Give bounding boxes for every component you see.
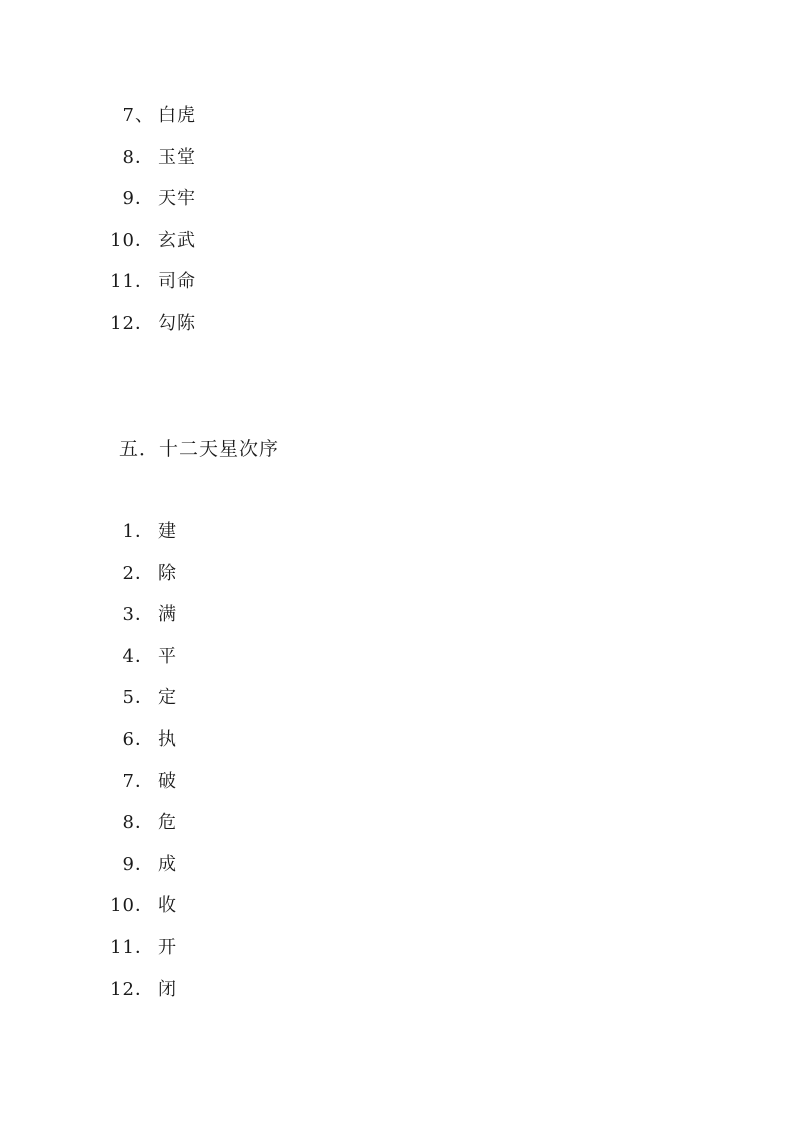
section-heading: 五．十二天星次序 xyxy=(119,438,280,460)
item-number: 10． xyxy=(110,895,154,917)
item-text: 建 xyxy=(158,521,177,542)
item-text: 开 xyxy=(158,936,177,958)
item-text: 平 xyxy=(158,645,177,667)
item-text: 成 xyxy=(158,853,177,875)
list-item xyxy=(0,645,793,687)
list-bottom xyxy=(0,520,793,1019)
item-number: 8． xyxy=(122,146,154,168)
item-text: 司命 xyxy=(158,271,196,293)
item-number: 9． xyxy=(122,853,154,875)
item-text: 定 xyxy=(158,687,177,709)
item-number: 5． xyxy=(122,687,154,709)
list-item xyxy=(0,894,793,936)
item-number: 1． xyxy=(122,521,154,542)
item-text: 玉堂 xyxy=(158,146,196,168)
list-item xyxy=(0,104,793,146)
item-number: 11． xyxy=(110,936,154,958)
item-number: 3． xyxy=(122,604,154,626)
list-item xyxy=(0,520,793,562)
item-number: 12． xyxy=(110,312,154,334)
item-number: 9． xyxy=(122,188,154,210)
item-number: 4． xyxy=(122,645,154,667)
list-item xyxy=(0,562,793,604)
item-text: 白虎 xyxy=(158,105,196,126)
item-number: 8． xyxy=(122,812,154,834)
item-text: 闭 xyxy=(158,978,177,1000)
item-text: 满 xyxy=(158,604,177,626)
item-number: 10． xyxy=(110,229,154,251)
list-item xyxy=(0,603,793,645)
item-text: 勾陈 xyxy=(158,312,196,334)
list-item xyxy=(0,686,793,728)
item-number: 2． xyxy=(122,562,154,584)
item-number: 12． xyxy=(110,978,154,1000)
list-item xyxy=(0,146,793,188)
item-text: 收 xyxy=(158,895,177,917)
item-text: 危 xyxy=(158,812,177,834)
item-text: 天牢 xyxy=(158,188,196,210)
list-item xyxy=(0,187,793,229)
list-item xyxy=(0,936,793,978)
list-item xyxy=(0,811,793,853)
list-item xyxy=(0,270,793,312)
item-text: 除 xyxy=(158,562,177,584)
item-number: 7、 xyxy=(122,105,154,126)
item-number: 11． xyxy=(110,271,154,293)
list-item xyxy=(0,229,793,271)
item-text: 执 xyxy=(158,728,177,750)
item-number: 7． xyxy=(122,770,154,792)
item-number: 6． xyxy=(122,728,154,750)
item-text: 玄武 xyxy=(158,229,196,251)
list-item xyxy=(0,312,793,354)
list-top xyxy=(0,104,793,354)
list-item xyxy=(0,853,793,895)
item-text: 破 xyxy=(158,770,177,792)
list-item xyxy=(0,770,793,812)
list-item xyxy=(0,978,793,1020)
list-item xyxy=(0,728,793,770)
